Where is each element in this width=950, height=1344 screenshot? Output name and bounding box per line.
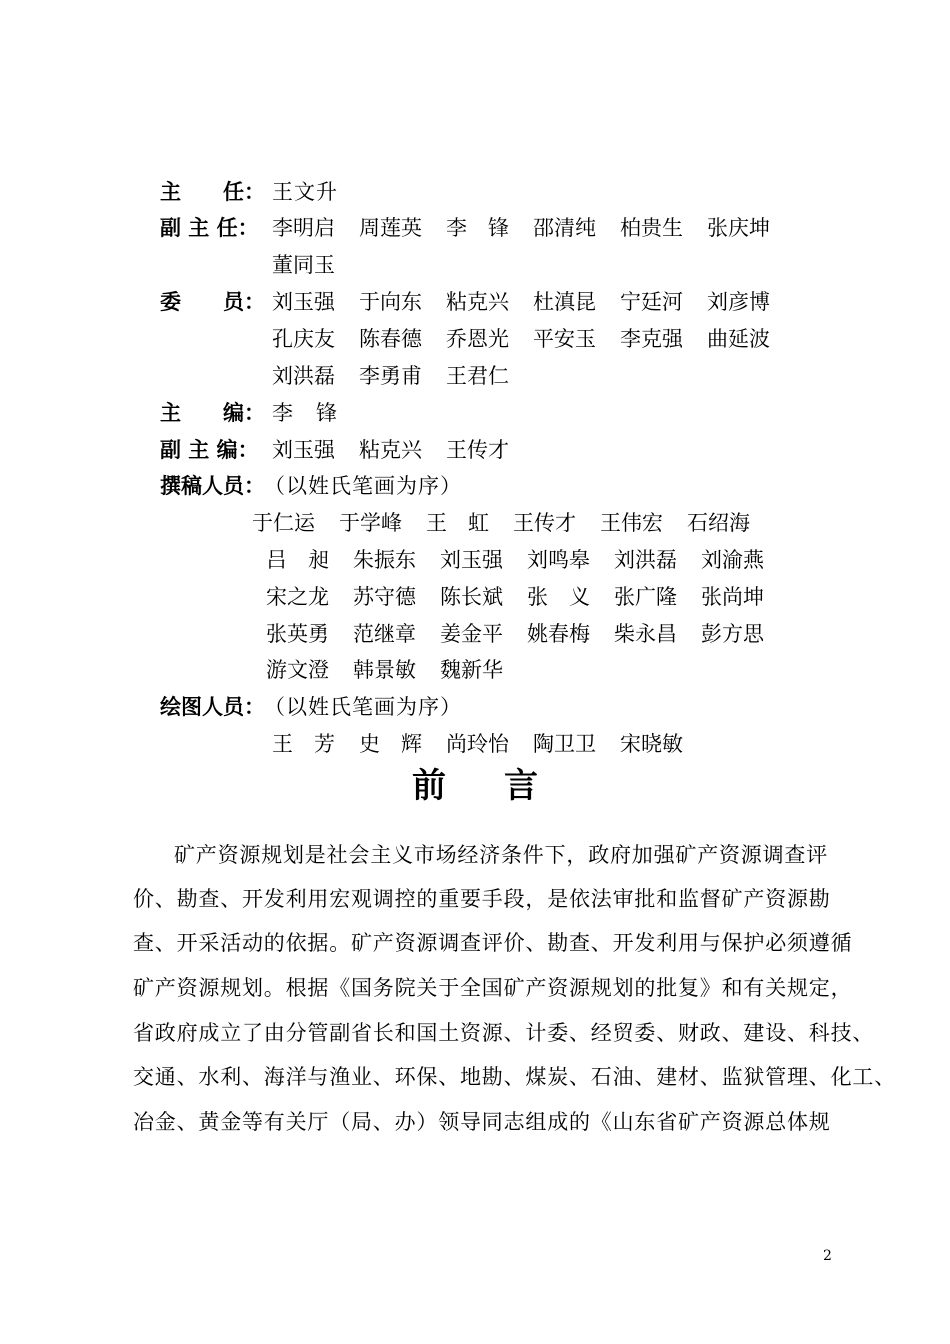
name-item: 陶卫卫 — [533, 732, 596, 756]
name-item: 邵清纯 — [533, 216, 596, 240]
chief-editor-label: 主 编： — [160, 400, 265, 425]
name-item: 孔庆友 — [272, 327, 335, 351]
preface-line-1: 矿产资源规划是社会主义市场经济条件下，政府加强矿产资源调查评 — [174, 843, 828, 867]
preface-line-2: 价、勘查、开发利用宏观调控的重要手段，是依法审批和监督矿产资源勘 — [133, 887, 831, 911]
page-number: 2 — [823, 1248, 832, 1264]
name-item: 韩景敏 — [353, 658, 416, 682]
name-item: 尚玲怡 — [446, 732, 509, 756]
name-item: 宋之龙 — [266, 585, 329, 609]
deputy-directors-row-2 — [272, 249, 359, 279]
name-item: 魏新华 — [440, 658, 503, 682]
name-item: 吕 昶 — [266, 548, 329, 572]
writers-row-1 — [252, 507, 774, 537]
preface-line-3: 查、开采活动的依据。矿产资源调查评价、勘查、开发利用与保护必须遵循 — [133, 931, 853, 955]
name-item: 游文澄 — [266, 658, 329, 682]
deputy-directors-row-1 — [272, 212, 794, 242]
name-item: 李 锋 — [446, 216, 509, 240]
name-item: 王君仁 — [446, 364, 509, 388]
deputy-editor-label: 副 主 编： — [160, 437, 259, 462]
name-item: 董同玉 — [272, 253, 335, 277]
name-item: 杜滇昆 — [533, 290, 596, 314]
name-item: 柴永昌 — [614, 622, 677, 646]
name-item: 宋晓敏 — [620, 732, 683, 756]
name-item: 朱振东 — [353, 548, 416, 572]
writers-row-5 — [266, 654, 527, 684]
drafters-row — [272, 728, 707, 758]
name-item: 粘克兴 — [446, 290, 509, 314]
name-item: 王 芳 — [272, 732, 335, 756]
name-item: 李克强 — [620, 327, 683, 351]
name-item: 史 辉 — [359, 732, 422, 756]
name-item: 曲延波 — [707, 327, 770, 351]
name-item: 苏守德 — [353, 585, 416, 609]
name-item: 柏贵生 — [620, 216, 683, 240]
writers-row-2 — [266, 544, 788, 574]
name-item: 于仁运 — [252, 511, 315, 535]
name-item: 周莲英 — [359, 216, 422, 240]
chief-editor-name: 李 锋 — [272, 401, 338, 425]
name-item: 彭方思 — [701, 622, 764, 646]
name-item: 张 义 — [527, 585, 590, 609]
name-item: 张尚坤 — [701, 585, 764, 609]
name-item: 刘玉强 — [272, 290, 335, 314]
name-item: 石绍海 — [687, 511, 750, 535]
preface-heading: 前言 — [412, 766, 596, 806]
name-item: 王传才 — [513, 511, 576, 535]
writers-label: 撰稿人员： — [160, 473, 265, 498]
preface-line-4: 矿产资源规划。根据《国务院关于全国矿产资源规划的批复》和有关规定， — [133, 976, 853, 1000]
name-item: 刘玉强 — [440, 548, 503, 572]
name-item: 陈长斌 — [440, 585, 503, 609]
members-row-1 — [272, 286, 794, 316]
name-item: 刘彦博 — [707, 290, 770, 314]
name-item: 平安玉 — [533, 327, 596, 351]
name-item: 姜金平 — [440, 622, 503, 646]
name-item: 宁廷河 — [620, 290, 683, 314]
drafters-label: 绘图人员： — [160, 694, 265, 719]
name-item: 刘渝燕 — [701, 548, 764, 572]
name-item: 范继章 — [353, 622, 416, 646]
name-item: 姚春梅 — [527, 622, 590, 646]
name-item: 张英勇 — [266, 622, 329, 646]
preface-line-5: 省政府成立了由分管副省长和国土资源、计委、经贸委、财政、建设、科技、 — [133, 1021, 875, 1045]
name-item: 于向东 — [359, 290, 422, 314]
name-item: 张庆坤 — [707, 216, 770, 240]
deputy-editors-row — [272, 434, 533, 464]
name-item: 王 虹 — [426, 511, 489, 535]
name-item: 乔恩光 — [446, 327, 509, 351]
name-item: 刘鸣皋 — [527, 548, 590, 572]
name-item: 于学峰 — [339, 511, 402, 535]
director-name: 王文升 — [272, 180, 338, 204]
writers-row-3 — [266, 581, 788, 611]
members-label: 委 员： — [160, 289, 265, 314]
preface-line-7: 冶金、黄金等有关厅（局、办）领导同志组成的《山东省矿产资源总体规 — [133, 1110, 831, 1134]
writers-order-note: （以姓氏笔画为序） — [264, 474, 462, 498]
director-label: 主 任： — [160, 179, 265, 204]
name-item: 刘洪磊 — [614, 548, 677, 572]
writers-row-4 — [266, 618, 788, 648]
drafters-order-note: （以姓氏笔画为序） — [264, 695, 462, 719]
deputy-director-label: 副 主 任： — [160, 215, 259, 240]
name-item: 陈春德 — [359, 327, 422, 351]
name-item: 王伟宏 — [600, 511, 663, 535]
name-item: 李明启 — [272, 216, 335, 240]
name-item: 刘玉强 — [272, 438, 335, 462]
members-row-3 — [272, 360, 533, 390]
name-item: 张广隆 — [614, 585, 677, 609]
name-item: 王传才 — [446, 438, 509, 462]
name-item: 刘洪磊 — [272, 364, 335, 388]
preface-line-6: 交通、水利、海洋与渔业、环保、地勘、煤炭、石油、建材、监狱管理、化工、 — [133, 1065, 896, 1089]
name-item: 李勇甫 — [359, 364, 422, 388]
name-item: 粘克兴 — [359, 438, 422, 462]
members-row-2 — [272, 323, 794, 353]
